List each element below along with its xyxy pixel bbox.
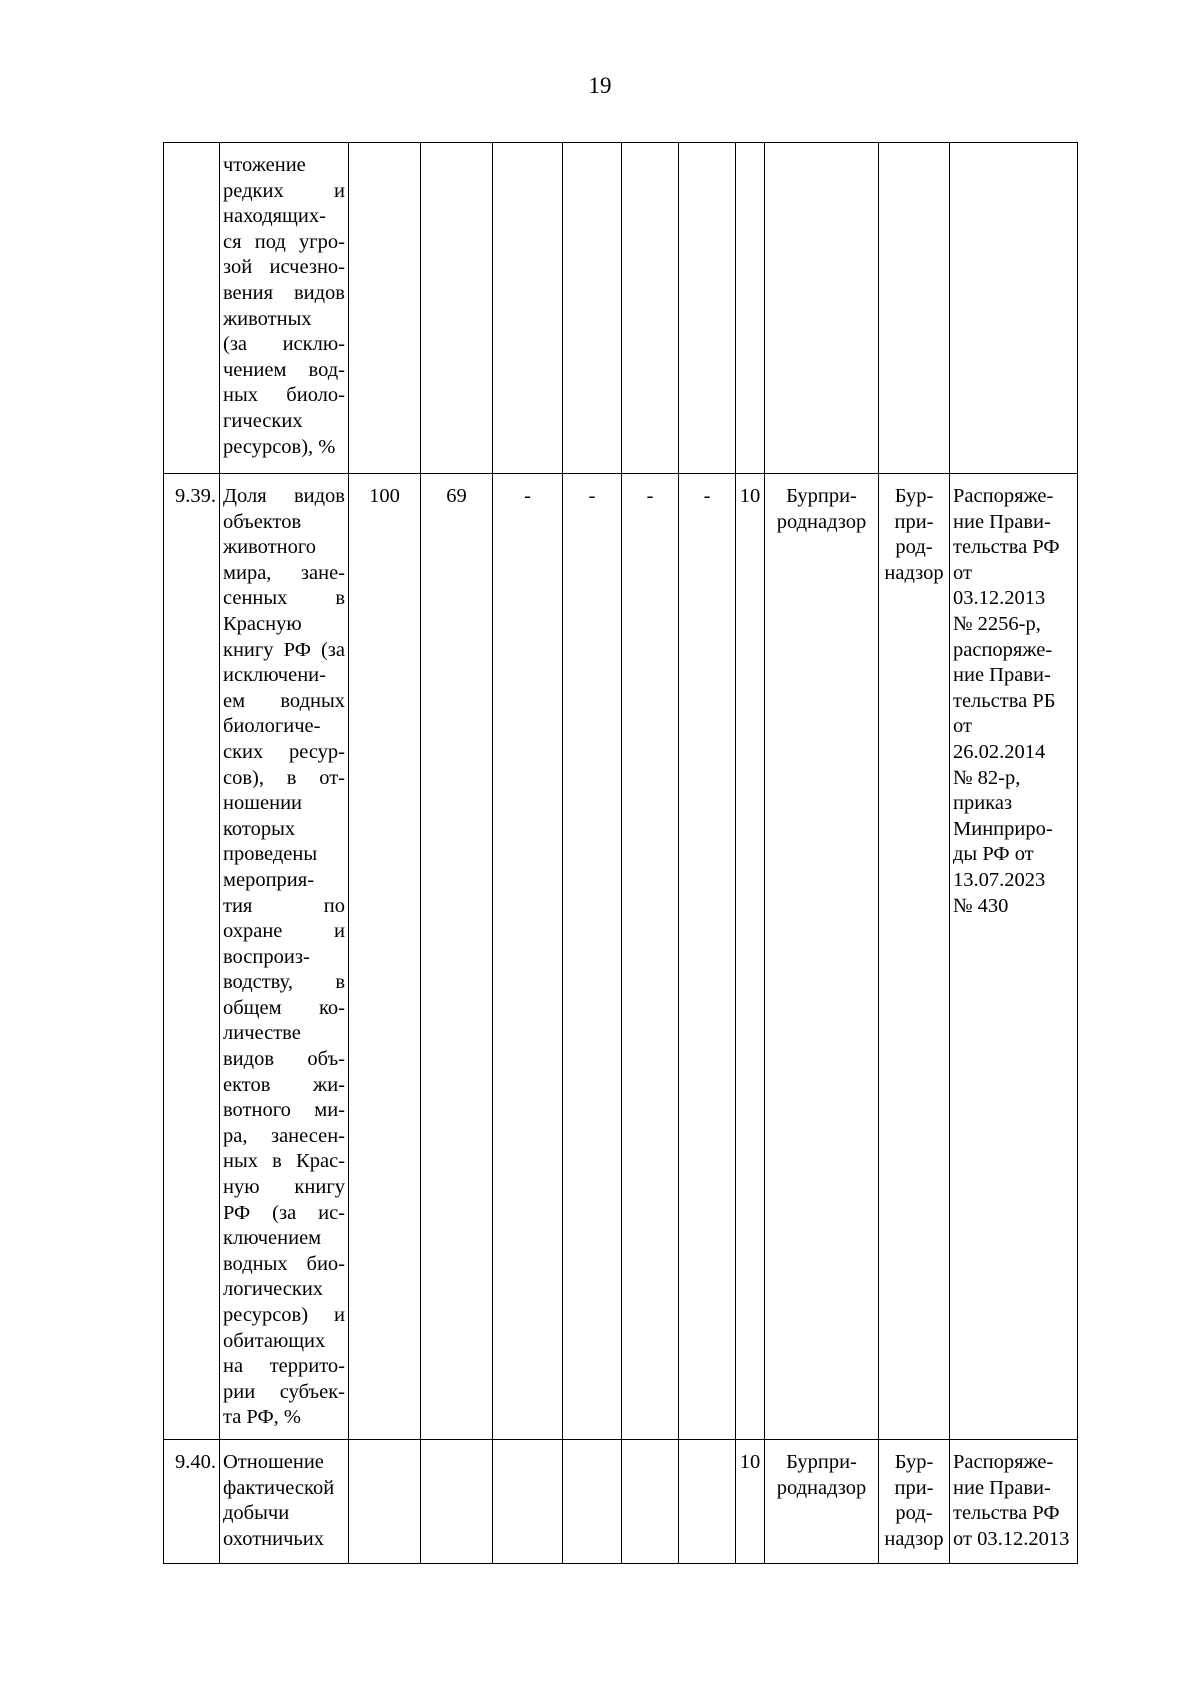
text-line: воспроиз- <box>223 945 310 968</box>
text-line: ных биоло- <box>223 384 345 407</box>
text-line: ды РФ от <box>953 843 1034 866</box>
text-line: ра, занесен- <box>223 1124 345 1147</box>
row-number <box>164 143 220 474</box>
text-line: 13.07.2023 <box>953 868 1046 891</box>
text-line: водству, в <box>223 971 345 994</box>
text-line: № 82-р, <box>953 766 1021 789</box>
text-line: водных био- <box>223 1252 345 1275</box>
text-line: мероприя- <box>223 868 315 891</box>
text-line: видов объ- <box>223 1048 345 1071</box>
document-cell <box>950 474 1078 1440</box>
indicators-table <box>163 142 1078 1564</box>
text-line: 03.12.2013 <box>953 587 1046 610</box>
text-line: 26.02.2014 <box>953 740 1046 763</box>
value-cell-5 <box>622 143 679 474</box>
value-cell-1: 100 <box>349 474 421 1440</box>
text-line: охране и <box>223 920 345 943</box>
text-line: объектов <box>223 510 302 533</box>
text-line: ние Прави- <box>953 664 1051 687</box>
text-line: та РФ, % <box>223 1406 302 1429</box>
text-line: гических <box>223 409 303 432</box>
text-line: Красную <box>223 612 302 635</box>
text-line: добычи <box>223 1502 290 1525</box>
table-row <box>164 474 1078 1440</box>
text-line: Бур- <box>894 1450 934 1473</box>
text-line: редких и <box>223 179 345 202</box>
value-cell-1 <box>349 143 421 474</box>
text-line: ние Прави- <box>953 510 1051 533</box>
value-cell-6: - <box>679 474 736 1440</box>
text-line: при- <box>894 510 934 533</box>
text-line: обитающих <box>223 1329 326 1352</box>
text-line: общем ко- <box>223 996 345 1019</box>
text-line: ние Прави- <box>953 1476 1051 1499</box>
text-line: исключени- <box>223 664 326 687</box>
text-line: приказ <box>953 792 1013 815</box>
text-line: Распоряже- <box>953 1450 1054 1473</box>
co-executor-cell <box>879 1439 950 1563</box>
value-cell-2: 69 <box>421 474 493 1440</box>
text-line: роднадзор <box>776 510 867 533</box>
text-line: мира, зане- <box>223 561 345 584</box>
text-line: тельства РФ <box>953 536 1060 559</box>
value-cell-5: - <box>622 474 679 1440</box>
value-cell-1 <box>349 1439 421 1563</box>
responsible-cell <box>765 474 879 1440</box>
text-line: ных в Крас- <box>223 1150 345 1173</box>
text-line: Отношение <box>223 1450 324 1473</box>
text-line: которых <box>223 817 296 840</box>
text-line: род- <box>895 536 933 559</box>
value-cell-2 <box>421 1439 493 1563</box>
co-executor-cell <box>879 143 950 474</box>
document-cell <box>950 143 1078 474</box>
value-cell-5 <box>622 1439 679 1563</box>
text-line: № 430 <box>953 894 1009 917</box>
value-cell-4: - <box>563 474 622 1440</box>
text-line: чением вод- <box>223 358 345 381</box>
text-line: проведены <box>223 843 318 866</box>
document-cell <box>950 1439 1078 1563</box>
text-line: фактической <box>223 1476 335 1499</box>
value-cell-3: - <box>493 474 563 1440</box>
text-line: Минприро- <box>953 817 1053 840</box>
value-cell-6 <box>679 1439 736 1563</box>
text-line: на террито- <box>223 1355 345 1378</box>
text-line: рии субъек- <box>223 1380 345 1403</box>
text-line: чтожение <box>223 154 306 176</box>
text-line: животных <box>223 307 312 330</box>
text-line: логических <box>223 1278 324 1301</box>
indicator-name <box>220 1439 349 1563</box>
text-line: распоряже- <box>953 638 1053 661</box>
text-line: Бурпри- <box>786 1450 857 1473</box>
text-line: находящих- <box>223 205 326 228</box>
table-row <box>164 1439 1078 1563</box>
text-line: РФ (за ис- <box>223 1201 345 1224</box>
text-line: Доля видов <box>223 485 345 507</box>
page-number: 19 <box>588 73 612 98</box>
text-line: ресурсов) и <box>223 1304 345 1326</box>
text-line: тельства РФ <box>953 1502 1060 1525</box>
text-line: от <box>953 715 972 738</box>
row-number: 9.39. <box>164 474 220 1440</box>
text-line: надзор <box>884 1527 944 1550</box>
text-line: при- <box>894 1476 934 1499</box>
text-line: ем водных <box>223 689 345 712</box>
text-line: Бурпри- <box>786 485 857 507</box>
value-cell-7: 10 <box>736 474 765 1440</box>
table-row <box>164 143 1078 474</box>
text-line: от 03.12.2013 <box>953 1527 1070 1550</box>
text-line: ских ресур- <box>223 740 345 763</box>
row-number: 9.40. <box>164 1439 220 1563</box>
text-line: личестве <box>223 1022 301 1045</box>
text-line: ресурсов), % <box>223 435 336 458</box>
text-line: от <box>953 561 972 584</box>
text-line: зой исчезно- <box>223 256 345 279</box>
text-line: (за исклю- <box>223 333 345 356</box>
value-cell-4 <box>563 1439 622 1563</box>
text-line: надзор <box>884 561 944 584</box>
text-line: сенных в <box>223 587 345 610</box>
text-line: тельства РБ <box>953 689 1056 712</box>
text-line: животного <box>223 536 316 559</box>
text-line: ную книгу <box>223 1176 345 1199</box>
text-line: охотничьих <box>223 1527 324 1550</box>
text-line: сов), в от- <box>223 766 345 789</box>
text-line: ектов жи- <box>223 1073 345 1096</box>
value-cell-4 <box>563 143 622 474</box>
text-line: ся под угро- <box>223 230 345 253</box>
text-line: биологиче- <box>223 715 321 738</box>
responsible-cell <box>765 143 879 474</box>
value-cell-7 <box>736 143 765 474</box>
text-line: род- <box>895 1502 933 1525</box>
text-line: вотного ми- <box>223 1099 345 1122</box>
text-line: Бур- <box>894 485 934 507</box>
text-line: ношении <box>223 792 303 815</box>
indicator-name <box>220 143 349 474</box>
value-cell-3 <box>493 1439 563 1563</box>
text-line: № 2256-р, <box>953 612 1041 635</box>
text-line: ключением <box>223 1227 322 1250</box>
responsible-cell <box>765 1439 879 1563</box>
value-cell-2 <box>421 143 493 474</box>
text-line: тия по <box>223 894 345 917</box>
co-executor-cell <box>879 474 950 1440</box>
value-cell-3 <box>493 143 563 474</box>
table-body <box>164 143 1078 1564</box>
text-line: книгу РФ (за <box>223 638 345 661</box>
text-line: вения видов <box>223 281 345 304</box>
text-line: роднадзор <box>776 1476 867 1499</box>
indicator-name <box>220 474 349 1440</box>
value-cell-7: 10 <box>736 1439 765 1563</box>
value-cell-6 <box>679 143 736 474</box>
text-line: Распоряже- <box>953 485 1054 507</box>
